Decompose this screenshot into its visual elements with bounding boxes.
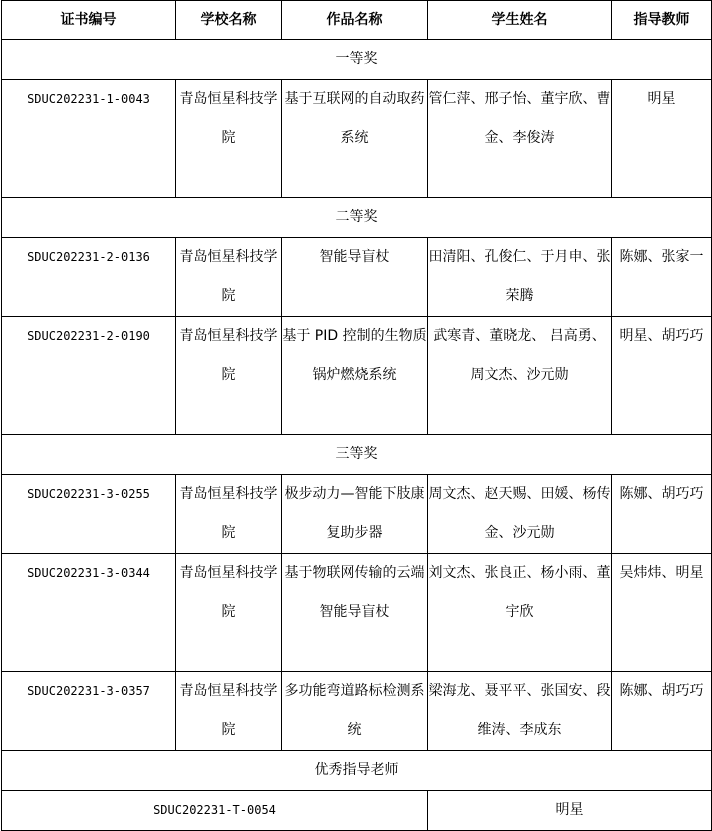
table-row: [2, 475, 712, 554]
students-cell: 田清阳、孔俊仁、于月申、张荣腾: [428, 238, 612, 317]
table-row: [2, 238, 712, 317]
cert-no-cell: SDUC202231-1-0043: [2, 80, 176, 198]
section-row-third-prize: [2, 435, 712, 475]
work-cell: 极步动力—智能下肢康复助步器: [282, 475, 428, 554]
students-cell: 周文杰、赵天赐、田媛、杨传金、沙元勋: [428, 475, 612, 554]
table-row: [2, 672, 712, 751]
students-cell: 管仁萍、邢子怡、董宇欣、曹金、李俊涛: [428, 80, 612, 198]
header-work: 作品名称: [282, 1, 428, 40]
school-cell: 青岛恒星科技学院: [176, 475, 282, 554]
footer-row: [2, 791, 712, 831]
award-table: [1, 0, 712, 831]
work-cell: 基于互联网的自动取药系统: [282, 80, 428, 198]
advisor-cell: 明星、胡巧巧: [612, 317, 712, 435]
header-students: 学生姓名: [428, 1, 612, 40]
advisor-cell: 陈娜、胡巧巧: [612, 672, 712, 751]
table-row: [2, 317, 712, 435]
cert-no-cell: SDUC202231-3-0357: [2, 672, 176, 751]
header-cert-no: 证书编号: [2, 1, 176, 40]
school-cell: 青岛恒星科技学院: [176, 672, 282, 751]
cert-no-cell: SDUC202231-3-0344: [2, 554, 176, 672]
school-cell: 青岛恒星科技学院: [176, 317, 282, 435]
table-row: [2, 80, 712, 198]
cert-no-cell: SDUC202231-2-0190: [2, 317, 176, 435]
school-cell: 青岛恒星科技学院: [176, 554, 282, 672]
cert-no-cell: SDUC202231-2-0136: [2, 238, 176, 317]
students-cell: 梁海龙、聂平平、张国安、段维涛、李成东: [428, 672, 612, 751]
section-title: 三等奖: [2, 435, 712, 475]
section-row-first-prize: [2, 40, 712, 80]
section-row-excellent-advisor: [2, 751, 712, 791]
advisor-cell: 明星: [612, 80, 712, 198]
advisor-cell: 陈娜、张家一: [612, 238, 712, 317]
header-row: [2, 1, 712, 40]
work-cell: 基于 PID 控制的生物质锅炉燃烧系统: [282, 317, 428, 435]
section-title: 二等奖: [2, 198, 712, 238]
cert-no-cell: SDUC202231-3-0255: [2, 475, 176, 554]
work-cell: 多功能弯道路标检测系统: [282, 672, 428, 751]
advisor-cell: 吴炜炜、明星: [612, 554, 712, 672]
footer-cert-no: SDUC202231-T-0054: [2, 791, 428, 831]
section-row-second-prize: [2, 198, 712, 238]
section-title: 优秀指导老师: [2, 751, 712, 791]
students-cell: 刘文杰、张良正、杨小雨、董宇欣: [428, 554, 612, 672]
header-advisor: 指导教师: [612, 1, 712, 40]
students-cell: 武寒青、董晓龙、 吕高勇、周文杰、沙元勋: [428, 317, 612, 435]
school-cell: 青岛恒星科技学院: [176, 80, 282, 198]
work-cell: 基于物联网传输的云端智能导盲杖: [282, 554, 428, 672]
footer-advisor: 明星: [428, 791, 712, 831]
work-cell: 智能导盲杖: [282, 238, 428, 317]
advisor-cell: 陈娜、胡巧巧: [612, 475, 712, 554]
section-title: 一等奖: [2, 40, 712, 80]
table-row: [2, 554, 712, 672]
school-cell: 青岛恒星科技学院: [176, 238, 282, 317]
header-school: 学校名称: [176, 1, 282, 40]
